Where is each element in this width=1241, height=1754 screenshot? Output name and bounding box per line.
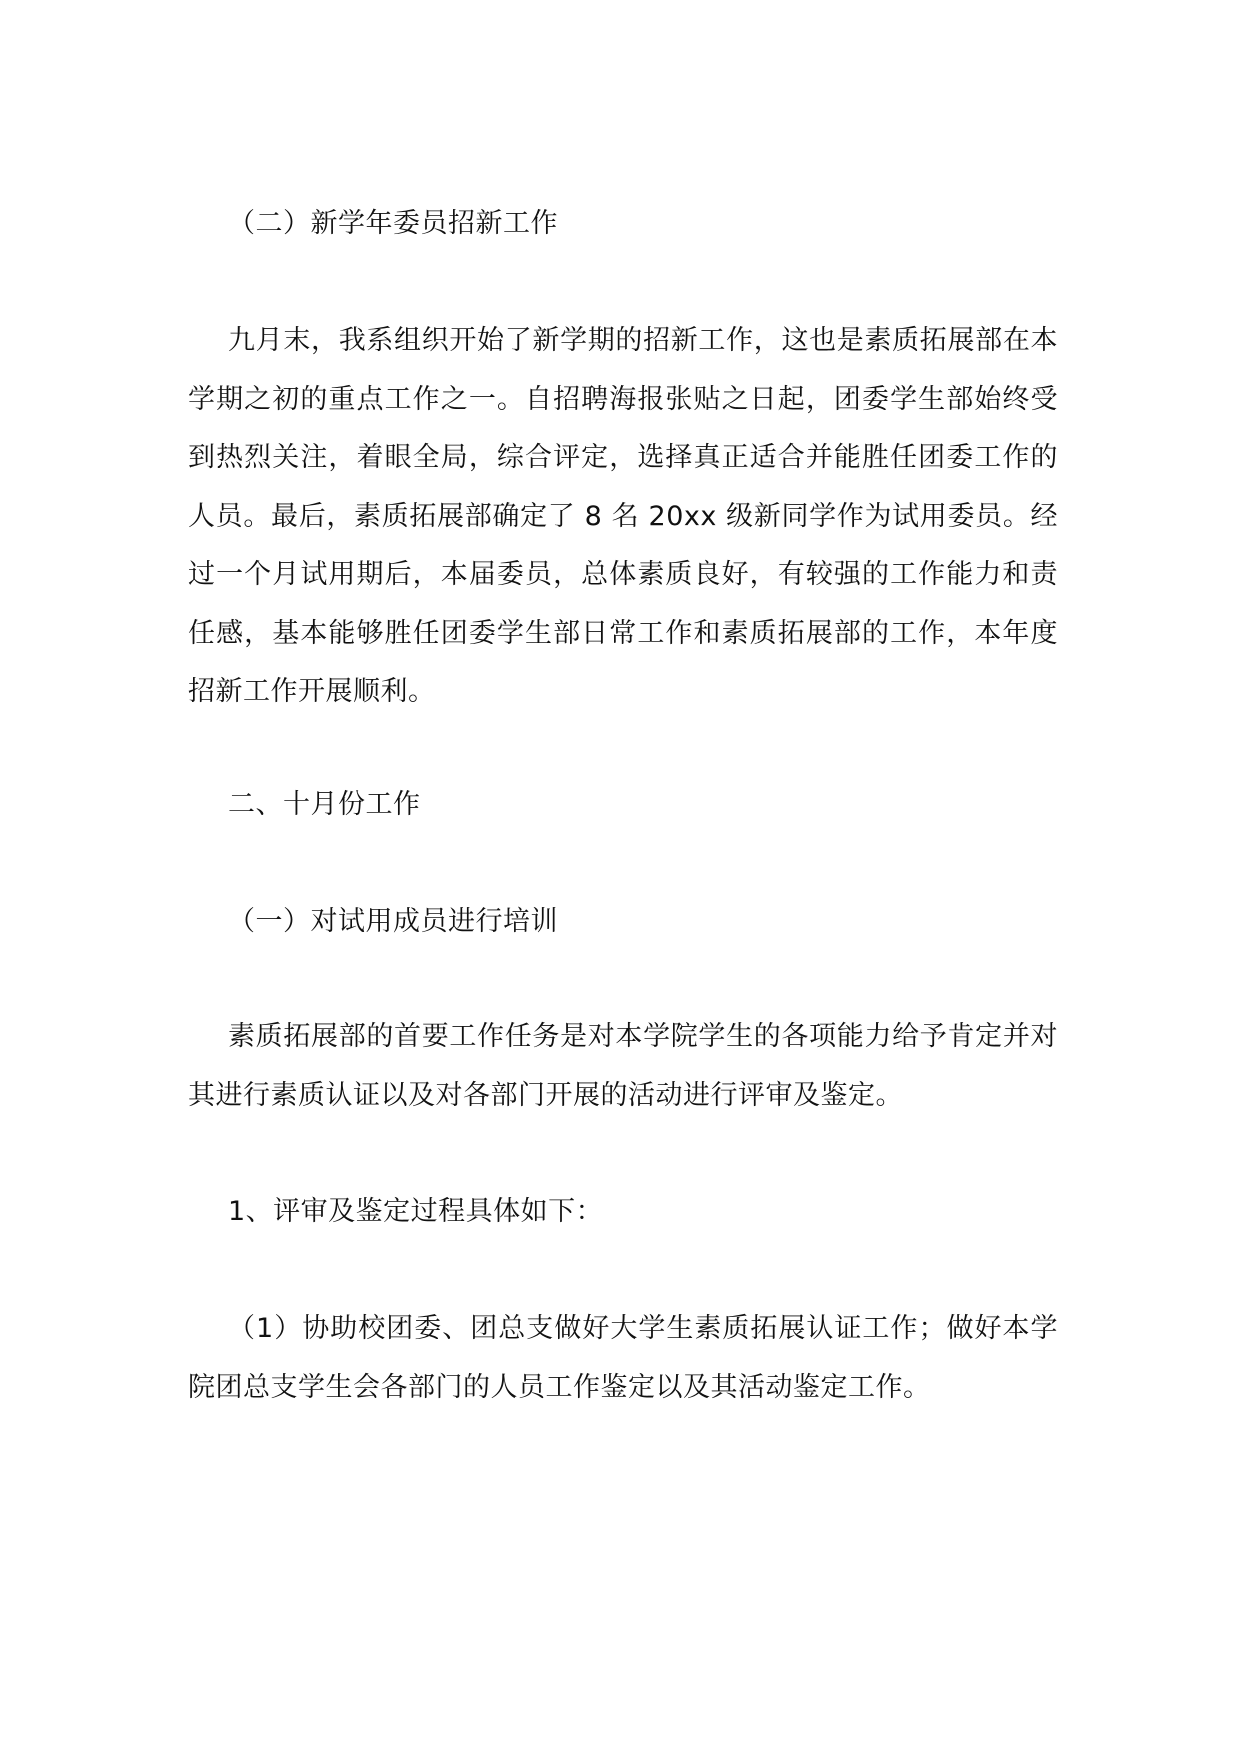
- paragraph-recruitment-summary: 九月末，我系组织开始了新学期的招新工作，这也是素质拓展部在本学期之初的重点工作之一。自招聘海报张贴之日起，团委学生部始终受到热烈关注，着眼全局，综合评定，选择真正适合并能胜任团委工作的人员。最后，素质拓展部确定了 8 名 20xx 级新同学作为试用委员。经过一个月试用期后，本届委员，总体素质良好，有较强的工作能力和责任感，基本能够胜任团委学生部日常工作和素质拓展部的工作，本年度招新工作开展顺利。: [188, 325, 1058, 707]
- subsection-heading-trainee-training: （一）对试用成员进行培训: [228, 906, 558, 937]
- list-heading-review-process: 1、评审及鉴定过程具体如下：: [228, 1196, 604, 1227]
- section-heading-new-member-recruitment: （二）新学年委员招新工作: [228, 208, 558, 239]
- section-heading-october-work: 二、十月份工作: [228, 789, 421, 820]
- list-item-1-certification-assistance: （1）协助校团委、团总支做好大学生素质拓展认证工作；做好本学院团总支学生会各部门的人员工作鉴定以及其活动鉴定工作。: [188, 1313, 1058, 1403]
- paragraph-department-duties: 素质拓展部的首要工作任务是对本学院学生的各项能力给予肯定并对其进行素质认证以及对各部门开展的活动进行评审及鉴定。: [188, 1021, 1058, 1111]
